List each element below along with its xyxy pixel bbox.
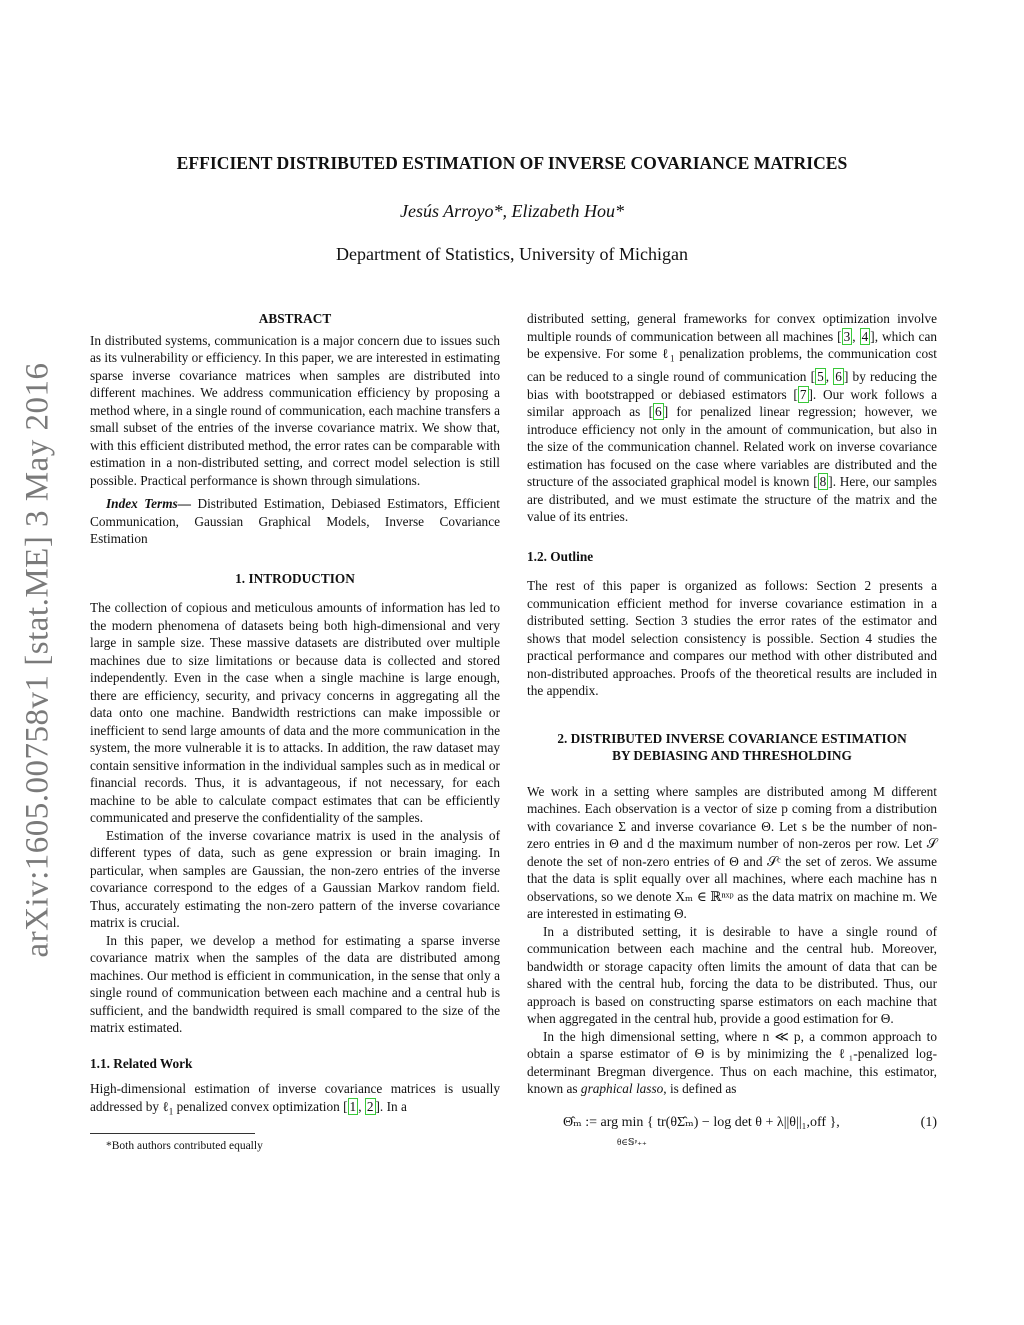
- abstract-text: In distributed systems, communication is a major concern due to issues such as its vulnerability or efficiency. In this paper, we are interested in estimating sparse inverse covariance matrices when samples are distributed into different machines. We address communication efficiency by proposing a method where, in a single round of communication, each machine transfers a small subset of the entries of the inverse covariance matrix. We show that, with this efficient distributed method, the error rates can be comparable with estimation in a non-distributed setting, and correct model selection is still possible. Practical performance is shown through simulations.: [90, 332, 500, 488]
- section2-heading-line2: BY DEBIASING AND THRESHOLDING: [612, 748, 852, 764]
- footnote-rule: [90, 1133, 255, 1134]
- paper-title: EFFICIENT DISTRIBUTED ESTIMATION OF INVERSE COVARIANCE MATRICES: [176, 153, 848, 173]
- related-work-continued: distributed setting, general frameworks for convex optimization involve multiple rounds of communication between all machines [ 3 , 4 ], which can be expensive. For some ℓ$_1$ penalization problems, the communication cost can be reduced to a single round of communication [ 5 , 6 ] by reducing the bias with bootstrapped or debiased estimators [ 7 ]. Our work follows a similar approach as [ 6 ] for penalized linear regression; however, we introduce efficiency not only in the amount of communication, but also in the size of the communication channel. Related work on inverse covariance estimation has focused on the case where variables are distributed and the structure of the associated graphical model is known [ 8 ]. Here, our samples are distributed, and we must estimate the structure of the matrix and the value of its entries.: [527, 311, 938, 525]
- citation-link[interactable]: 4: [861, 328, 869, 344]
- index-terms: [90, 495, 500, 548]
- citation-link[interactable]: 6: [655, 404, 662, 420]
- footnote: *Both authors contributed equally: [106, 1139, 263, 1152]
- right-column: [527, 310, 937, 1150]
- arxiv-sidebar: [8, 340, 68, 980]
- index-terms-label: Index Terms—: [106, 496, 192, 511]
- citation-link[interactable]: 6: [835, 369, 842, 385]
- intro-paragraph-2: Estimation of the inverse covariance matrix is used in the analysis of different types of data, such as gene expression or brain imaging. In particular, when samples are Gaussian, the non-zero entries of the inverse covariance correspond to the edges of a Gaussian Markov random field. Thus, accurately estimating the non-zero pattern of the inverse covariance matrix is crucial.: [90, 827, 500, 930]
- intro-paragraph-1: The collection of copious and meticulous amounts of information has led to the modern phenomena of datasets being both high-dimensional and very large in sample size. These massive datasets are distributed over multiple machines due to size limitations or because data is collected and stored independently. Even in the case when a single machine is large enough, there are efficiency, security, and privacy concerns in aggregating all the data onto one machine. Bandwidth restrictions can make impossible or inefficient to send large amounts of data and the more communication in the system, the more vulnerable it is to attacks. In addition, the raw dataset may contain sensitive information in the individual samples such as in medical or financial records. Thus, it is advantageous, if not necessary, for each machine to be able to calculate compact estimates that can be efficiently communicated and preserve the confidentiality of the samples.: [90, 600, 500, 825]
- citation-link[interactable]: 5: [817, 369, 824, 385]
- equation-body: Θ̂ₘ := arg min { tr(θΣ̂ₘ) − log det θ + λ||θ||₁,off },: [563, 1114, 840, 1130]
- outline-heading: 1.2. Outline: [527, 548, 594, 564]
- index-terms-text: Distributed Estimation, Debiased Estimators, Efficient Communication, Gaussian Graphical Models, Inverse Covariance Estimation: [90, 496, 500, 546]
- related-work-text: High-dimensional estimation of inverse covariance matrices is usually addressed by ℓ$_1$ penalized convex optimization [ 1 , 2 ]. In a: [90, 1081, 500, 1117]
- outline-text: The rest of this paper is organized as follows: Section 2 presents a communication efficient method for inverse covariance estimation in a distributed setting. Section 3 studies the error rates of the estimator and shows that model selection consistency is possible. Section 4 studies the practical performance and compares our method with other distributed and non-distributed approaches. Proofs of the theoretical results are included in the appendix.: [527, 578, 937, 699]
- section2-paragraph-1: We work in a setting where samples are distributed among M different machines. Each observation is a vector of size p coming from a distribution with covariance Σ and inverse covariance Θ. Let s be the number of non-zero entries in Θ and d the maximum number of non-zeros per row. Let 𝒮 denote the set of non-zero entries of Θ and 𝒮ᶜ the set of zeros. We assume that the data is split equally over all machines, where each machine has n observations, so we denote Xₘ ∈ ℝⁿˣᵖ as the data matrix on machine m. We are interested in estimating Θ.: [527, 783, 937, 922]
- intro-paragraph-3: In this paper, we develop a method for estimating a sparse inverse covariance matrix when the samples of the data are distributed among machines. Our method is efficient in communication, in the sense that only a single round of communication between each machine and a central hub is sufficient, and the bandwidth required is small compared to the size of the matrix estimated.: [90, 932, 500, 1035]
- left-column: [90, 310, 500, 1155]
- citation-link[interactable]: 8: [819, 474, 827, 490]
- citation-link[interactable]: 1: [349, 1098, 357, 1114]
- citation-link[interactable]: 2: [366, 1098, 374, 1114]
- citation-link[interactable]: 7: [799, 386, 807, 402]
- related-work-heading: 1.1. Related Work: [90, 1055, 193, 1071]
- section2-paragraph-3: In the high dimensional setting, where n ≪ p, a common approach to obtain a sparse estimator of Θ is by minimizing the ℓ₁-penalized log-determinant Bregman divergence. Thus on each machine, this estimator, known as graphical lasso, is defined as: [527, 1028, 937, 1097]
- equation-number: (1): [920, 1114, 937, 1130]
- intro-heading: 1. INTRODUCTION: [235, 570, 355, 586]
- citation-link[interactable]: 3: [843, 328, 851, 344]
- arxiv-identifier: arXiv:1605.00758v1 [stat.ME] 3 May 2016: [19, 362, 56, 958]
- section2-heading-line1: 2. DISTRIBUTED INVERSE COVARIANCE ESTIMATION: [557, 730, 907, 746]
- graphical-lasso-term: graphical lasso: [580, 1081, 664, 1097]
- paper-authors: Jesús Arroyo*, Elizabeth Hou*: [400, 201, 624, 221]
- paper-affiliation: Department of Statistics, University of Michigan: [336, 244, 688, 264]
- equation-1: [527, 1108, 937, 1150]
- section2-paragraph-2: In a distributed setting, it is desirable to have a single round of communication between each machine and the central hub. Moreover, bandwidth or storage capacity often limits the amount of data that can be shared with the central hub, forcing the data to be distributed. Thus, our approach is based on constructing sparse estimators on each machine that when aggregated in the central hub, provide a good estimation for Θ.: [527, 923, 937, 1027]
- equation-subscript: θ∈𝕊ᵖ₊₊: [617, 1136, 647, 1147]
- abstract-heading: ABSTRACT: [258, 311, 332, 326]
